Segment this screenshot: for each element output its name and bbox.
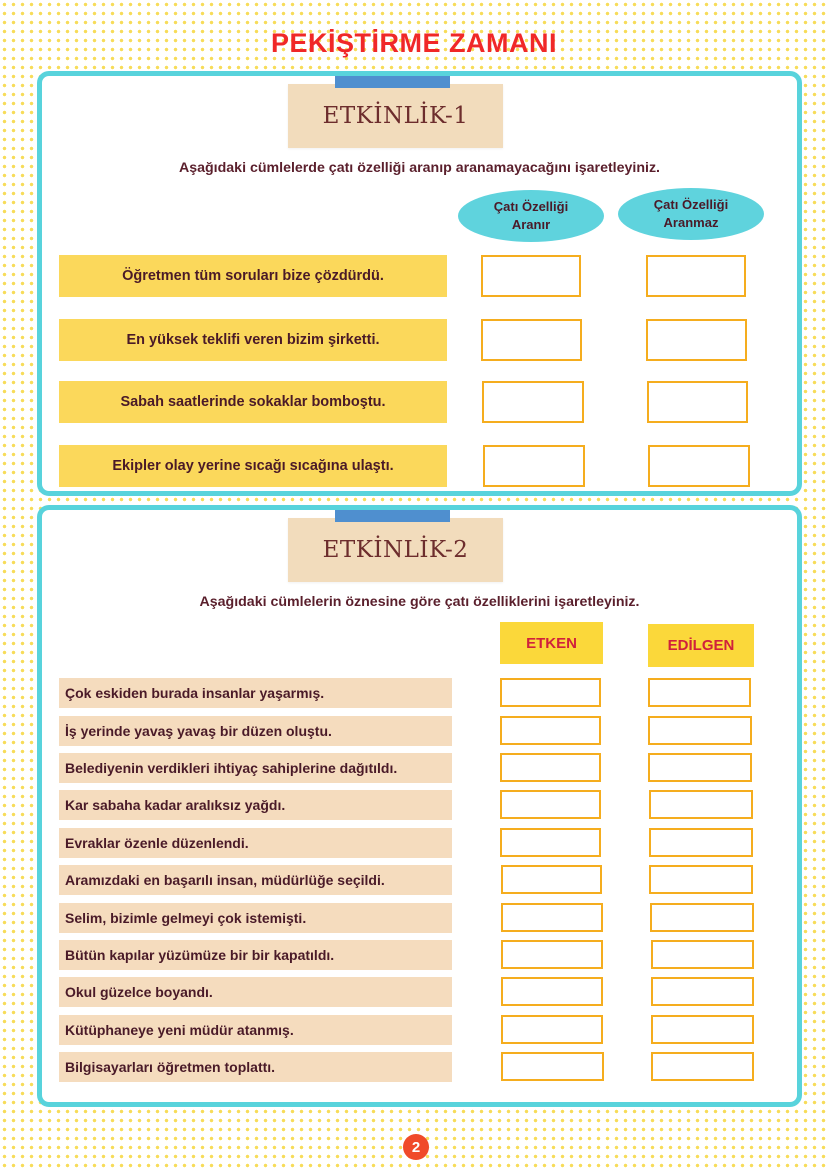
column-header-edilgen: EDİLGEN: [648, 624, 754, 667]
activity-1-tag: ETKİNLİK-1: [288, 84, 503, 148]
sentence-row: İş yerinde yavaş yavaş bir düzen oluştu.: [59, 716, 452, 746]
answer-box-edilgen[interactable]: [651, 1015, 754, 1044]
answer-box-etken[interactable]: [501, 977, 603, 1006]
answer-box-etken[interactable]: [500, 753, 601, 782]
tape-decoration: [335, 510, 450, 522]
activity-2-tag: ETKİNLİK-2: [288, 518, 503, 582]
activity-2-panel: [37, 505, 802, 1107]
column-header-etken: ETKEN: [500, 622, 603, 664]
page-number: 2: [403, 1134, 429, 1160]
activity-2-instruction: Aşağıdaki cümlelerin öznesine göre çatı özelliklerini işaretleyiniz.: [199, 594, 640, 610]
column-header-aranir: Çatı Özelliği Aranır: [458, 190, 604, 242]
sentence-row: Ekipler olay yerine sıcağı sıcağına ulaştı.: [59, 445, 447, 487]
sentence-row: Çok eskiden burada insanlar yaşarmış.: [59, 678, 452, 708]
sentence-row: Aramızdaki en başarılı insan, müdürlüğe seçildi.: [59, 865, 452, 895]
sentence-row: Belediyenin verdikleri ihtiyaç sahiplerine dağıtıldı.: [59, 753, 452, 783]
sentence-row: Okul güzelce boyandı.: [59, 977, 452, 1007]
answer-box-etken[interactable]: [500, 678, 601, 707]
answer-box-etken[interactable]: [500, 716, 601, 745]
sentence-row: Bütün kapılar yüzümüze bir bir kapatıldı.: [59, 940, 452, 970]
sentence-row: En yüksek teklifi veren bizim şirketti.: [59, 319, 447, 361]
column-header-aranmaz: Çatı Özelliği Aranmaz: [618, 188, 764, 240]
sentence-row: Sabah saatlerinde sokaklar bomboştu.: [59, 381, 447, 423]
answer-box-aranmaz[interactable]: [646, 319, 747, 361]
answer-box-aranir[interactable]: [481, 255, 581, 297]
activity-1-panel: [37, 71, 802, 496]
sentence-row: Selim, bizimle gelmeyi çok istemişti.: [59, 903, 452, 933]
answer-box-edilgen[interactable]: [649, 828, 753, 857]
answer-box-edilgen[interactable]: [651, 977, 754, 1006]
answer-box-edilgen[interactable]: [648, 678, 751, 707]
answer-box-aranmaz[interactable]: [648, 445, 750, 487]
answer-box-etken[interactable]: [501, 940, 603, 969]
sentence-row: Öğretmen tüm soruları bize çözdürdü.: [59, 255, 447, 297]
answer-box-etken[interactable]: [501, 903, 603, 932]
sentence-row: Bilgisayarları öğretmen toplattı.: [59, 1052, 452, 1082]
answer-box-edilgen[interactable]: [651, 1052, 754, 1081]
answer-box-aranmaz[interactable]: [647, 381, 748, 423]
sentence-row: Evraklar özenle düzenlendi.: [59, 828, 452, 858]
answer-box-edilgen[interactable]: [649, 865, 753, 894]
answer-box-edilgen[interactable]: [649, 790, 753, 819]
answer-box-etken[interactable]: [501, 1052, 604, 1081]
activity-1-instruction: Aşağıdaki cümlelerde çatı özelliği aranıp aranamayacağını işaretleyiniz.: [178, 160, 660, 176]
answer-box-edilgen[interactable]: [648, 753, 752, 782]
sentence-row: Kütüphaneye yeni müdür atanmış.: [59, 1015, 452, 1045]
answer-box-edilgen[interactable]: [651, 940, 754, 969]
tape-decoration: [335, 76, 450, 88]
answer-box-edilgen[interactable]: [648, 716, 752, 745]
answer-box-aranir[interactable]: [483, 445, 585, 487]
answer-box-etken[interactable]: [500, 828, 601, 857]
answer-box-aranmaz[interactable]: [646, 255, 746, 297]
page-title: PEKİŞTİRME ZAMANI: [270, 28, 557, 58]
answer-box-edilgen[interactable]: [650, 903, 754, 932]
answer-box-aranir[interactable]: [481, 319, 582, 361]
sentence-row: Kar sabaha kadar aralıksız yağdı.: [59, 790, 452, 820]
answer-box-aranir[interactable]: [482, 381, 584, 423]
answer-box-etken[interactable]: [501, 865, 602, 894]
answer-box-etken[interactable]: [501, 1015, 603, 1044]
answer-box-etken[interactable]: [500, 790, 601, 819]
